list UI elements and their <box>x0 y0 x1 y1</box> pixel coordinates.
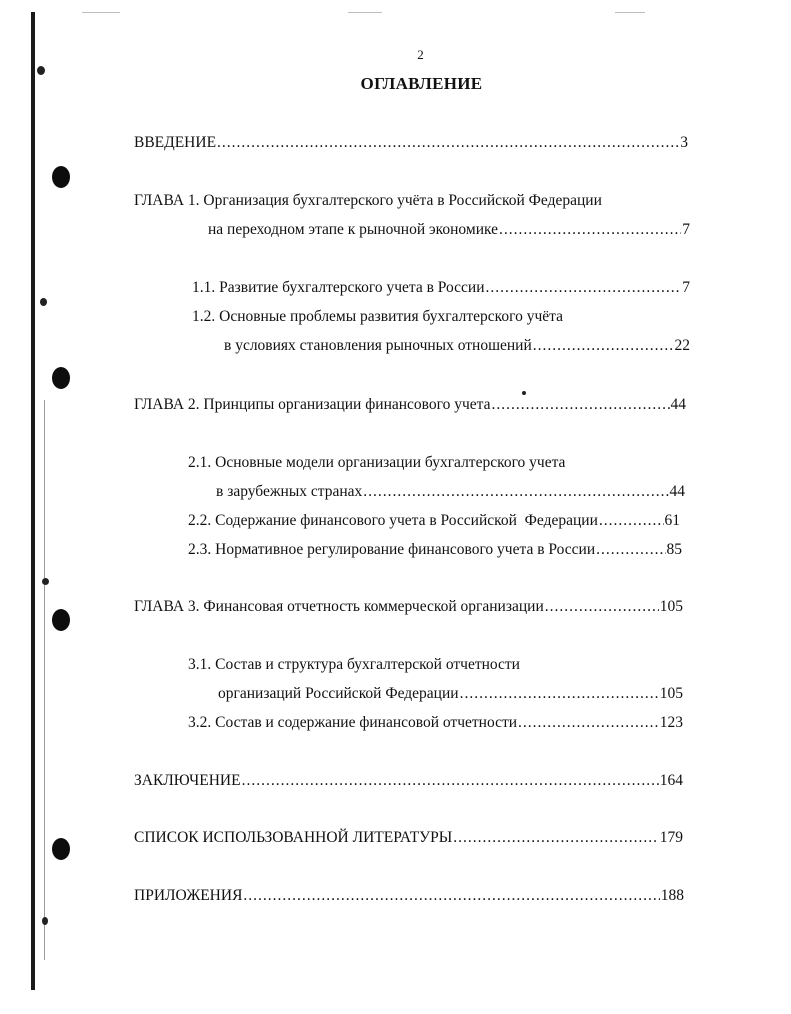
punch-hole <box>52 166 70 188</box>
toc-section-2-1-title: 2.1. Основные модели организации бухгалтерского учета <box>188 454 566 471</box>
punch-hole <box>52 367 70 389</box>
punch-hole <box>52 838 70 860</box>
toc-entry-page: 188 <box>660 887 684 904</box>
toc-entry-label: 2.2. Содержание финансового учета в Российской Федерации <box>188 512 598 529</box>
page-number: 2 <box>417 47 424 62</box>
toc-entry-label: ПРИЛОЖЕНИЯ <box>134 887 243 904</box>
toc-entry-section-3-1 <box>218 684 683 704</box>
toc-entry-label: ГЛАВА 3. Финансовая отчетность коммерческой организации <box>134 598 544 615</box>
toc-entry-page: 22 <box>674 337 690 354</box>
toc-section-3-1-title: 3.1. Состав и структура бухгалтерской отчетности <box>188 656 520 673</box>
dot-leader <box>363 482 668 502</box>
scan-mark <box>82 12 120 13</box>
toc-entry-label: 1.1. Развитие бухгалтерского учета в России <box>192 279 485 296</box>
speck <box>42 578 49 585</box>
scan-mark <box>615 12 645 13</box>
dot-leader <box>243 886 659 906</box>
toc-entry-chapter1 <box>208 220 690 240</box>
toc-entry-label: на переходном этапе к рыночной экономике <box>208 221 499 238</box>
dot-leader <box>499 220 681 240</box>
toc-entry-section-3-2 <box>188 713 683 733</box>
toc-entry-section-1-1 <box>192 278 690 298</box>
punch-hole <box>52 609 70 631</box>
dot-leader <box>545 597 659 617</box>
dot-leader <box>533 336 674 356</box>
toc-entry-section-2-3 <box>188 540 682 560</box>
binding-edge <box>31 12 35 990</box>
toc-entry-chapter3 <box>134 597 683 617</box>
toc-entry-page: 7 <box>682 279 690 296</box>
toc-entry-page: 105 <box>659 598 683 615</box>
dot-leader <box>242 771 659 791</box>
toc-entry-page: 123 <box>659 714 683 731</box>
speck <box>40 298 47 306</box>
toc-entry-label: 2.3. Нормативное регулирование финансового учета в России <box>188 541 596 558</box>
toc-entry-page: 7 <box>682 221 690 238</box>
toc-entry-page: 61 <box>664 512 680 529</box>
toc-section-1-2-title: 1.2. Основные проблемы развития бухгалтерского учёта <box>192 308 564 325</box>
toc-entry-page: 179 <box>659 829 683 846</box>
toc-entry-page: 164 <box>659 772 683 789</box>
toc-entry-page: 105 <box>659 685 683 702</box>
toc-entry-section-1-2 <box>224 336 690 356</box>
toc-chapter1-title: ГЛАВА 1. Организация бухгалтерского учёта в Российской Федерации <box>134 192 602 209</box>
speck <box>42 917 48 925</box>
toc-entry-label: ВВЕДЕНИЕ <box>134 134 217 151</box>
scan-mark <box>348 12 382 13</box>
toc-entry-label: в зарубежных странах <box>216 483 363 500</box>
toc-entry-page: 3 <box>680 134 688 151</box>
dot-leader <box>453 828 658 848</box>
dot-leader <box>217 133 679 153</box>
toc-entry-conclusion <box>134 771 683 791</box>
toc-heading: ОГЛАВЛЕНИЕ <box>360 74 483 93</box>
toc-entry-label: в условиях становления рыночных отношений <box>224 337 532 354</box>
toc-entry-section-2-1 <box>216 482 685 502</box>
dot-leader <box>460 684 659 704</box>
toc-entry-page: 44 <box>670 396 686 413</box>
dot-leader <box>599 511 664 531</box>
toc-entry-label: организаций Российской Федерации <box>218 685 459 702</box>
binding-shadow <box>44 400 45 960</box>
toc-entry-label: ГЛАВА 2. Принципы организации финансового учета <box>134 396 491 413</box>
dot-leader <box>486 278 682 298</box>
toc-entry-label: 3.2. Состав и содержание финансовой отчетности <box>188 714 518 731</box>
toc-entry-section-2-2 <box>188 511 680 531</box>
dot-leader <box>492 395 670 415</box>
toc-entry-appendices <box>134 886 684 906</box>
toc-entry-chapter2 <box>134 395 686 415</box>
dot-leader <box>596 540 665 560</box>
toc-entry-bibliography <box>134 828 683 848</box>
dot-leader <box>518 713 659 733</box>
toc-entry-label: ЗАКЛЮЧЕНИЕ <box>134 772 241 789</box>
toc-entry-page: 85 <box>666 541 682 558</box>
toc-entry-page: 44 <box>669 483 685 500</box>
toc-entry-label: СПИСОК ИСПОЛЬЗОВАННОЙ ЛИТЕРАТУРЫ <box>134 829 453 846</box>
toc-entry-introduction <box>134 133 688 153</box>
